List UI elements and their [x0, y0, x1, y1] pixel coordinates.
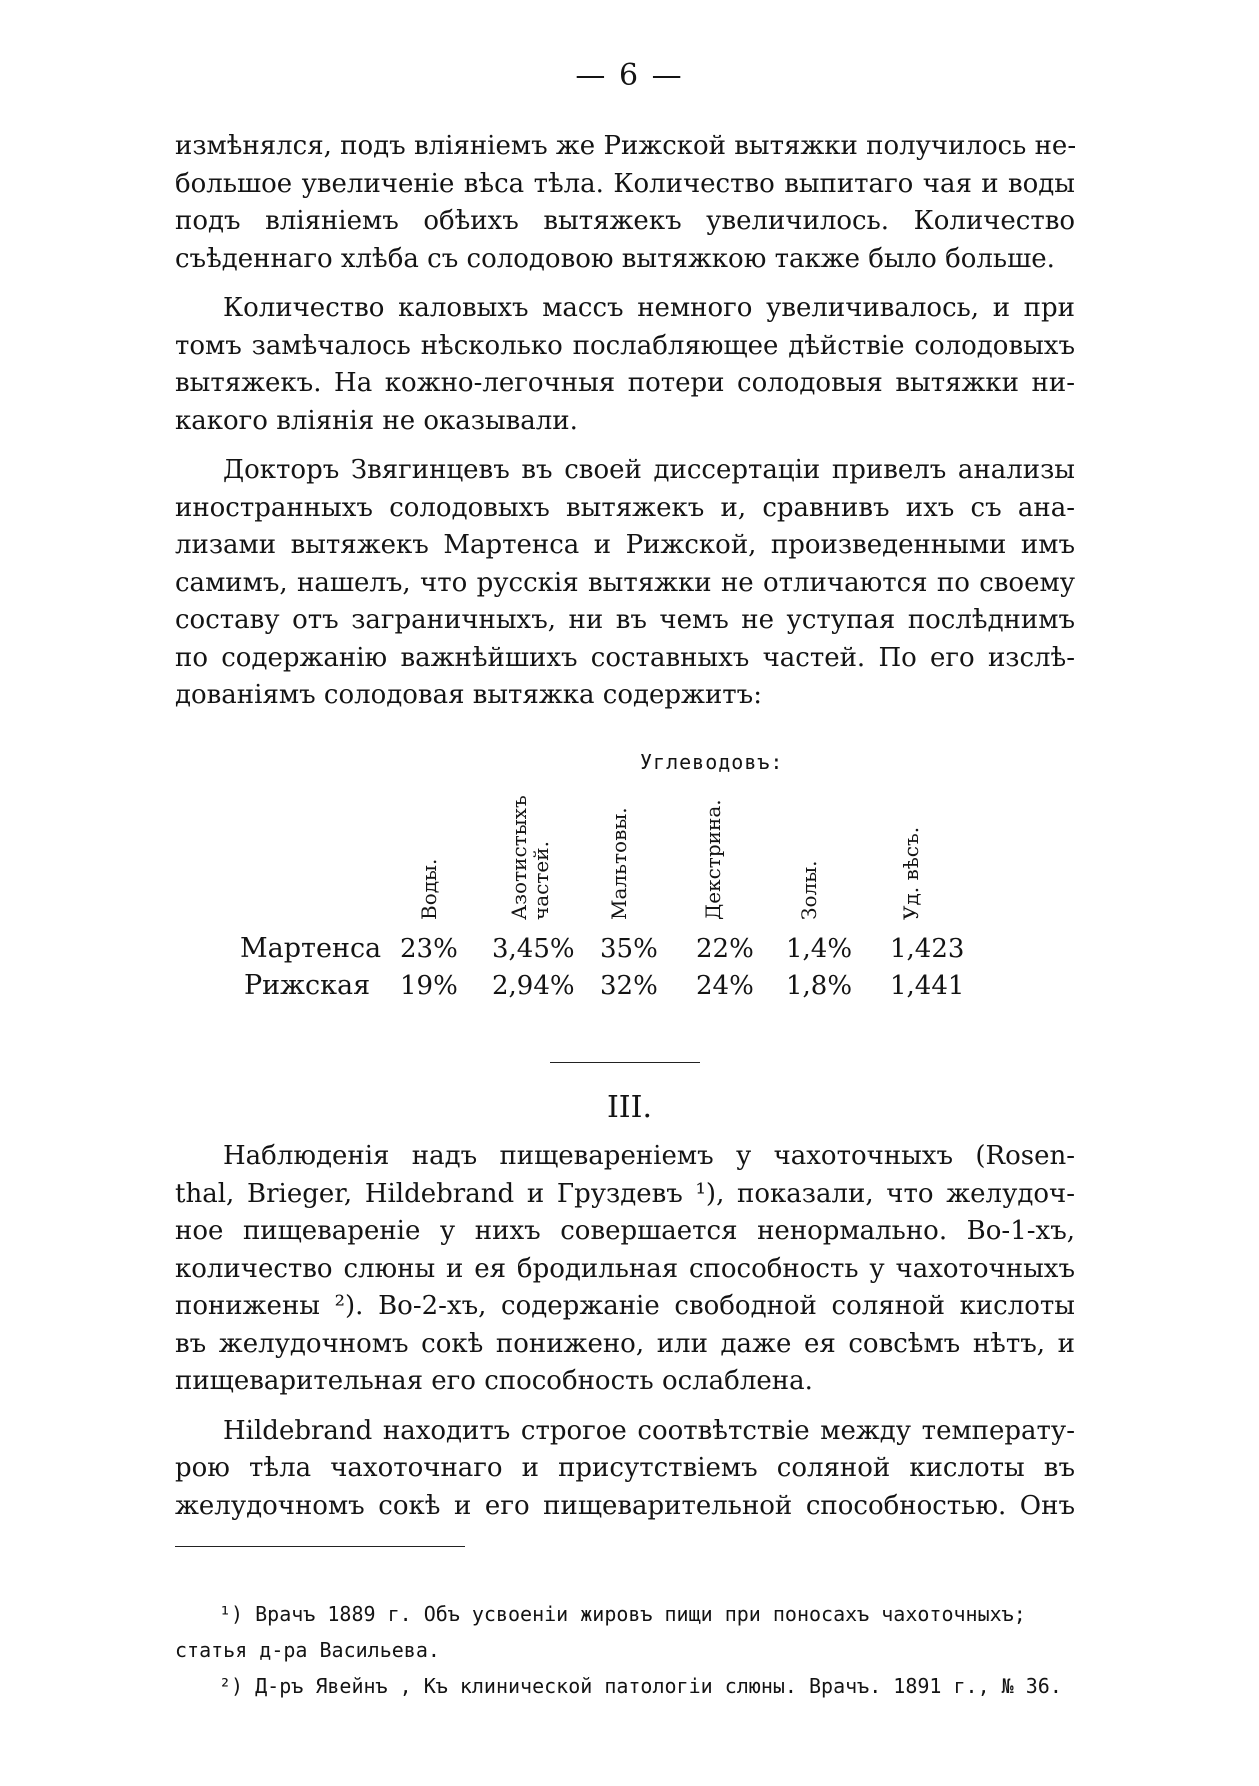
footnotes — [175, 1596, 1075, 1704]
footnote-rule — [175, 1546, 465, 1547]
text-line: самимъ, нашелъ, что русскія вытяжки не отличаются по своему — [175, 567, 1075, 598]
paragraph-2 — [175, 290, 1075, 440]
section-divider — [550, 1062, 700, 1063]
body-text-section — [175, 1138, 1075, 1525]
footnote-line: ²) Д-ръ Явейнъ , Къ клинической патологіи слюны. Врачъ. 1891 г., № 36. — [219, 1674, 1062, 1698]
text-line: вытяжекъ. На кожно-легочныя потери солодовыя вытяжки ни- — [175, 368, 1075, 398]
body-text-upper — [175, 128, 1075, 715]
column-header: Мальтовы. — [607, 807, 631, 920]
text-line: понижены ²). Во-2-хъ, содержаніе свободной соляной кислоты — [175, 1291, 1075, 1321]
text-line: подъ вліяніемъ обѣихъ вытяжекъ увеличилось. Количество — [175, 206, 1075, 236]
column-header: Декстрина. — [701, 799, 725, 920]
paragraph-5 — [175, 1413, 1075, 1526]
text-line: количество слюны и ея бродильная способность у чахоточныхъ — [175, 1253, 1075, 1284]
text-line: по содержанію важнѣйшихъ составныхъ частей. По его изслѣ- — [175, 642, 1075, 673]
row-label: Мартенса — [240, 933, 382, 964]
text-line: Количество каловыхъ массъ немного увеличивалось, и при — [223, 293, 1075, 323]
text-line: лизами вытяжекъ Мартенса и Рижской, произведенными имъ — [175, 530, 1075, 560]
table-cell: 3,45% — [492, 934, 575, 964]
text-line: Hildebrand находитъ строгое соотвѣтствіе между температу- — [223, 1415, 1075, 1446]
table-group-label: Углеводовъ: — [640, 750, 784, 774]
column-header: Золы. — [797, 860, 821, 920]
table-cell: 24% — [696, 971, 754, 1001]
text-line: рою тѣла чахоточнаго и присутствіемъ соляной кислоты въ — [175, 1453, 1075, 1483]
text-line: томъ замѣчалось нѣсколько послабляющее дѣйствіе солодовыхъ — [175, 330, 1075, 361]
table-cell: 1,423 — [890, 934, 965, 964]
table-cell: 1,8% — [786, 971, 853, 1001]
text-line: большое увеличеніе вѣса тѣла. Количество выпитаго чая и воды — [175, 168, 1075, 199]
table-cell: 1,4% — [786, 934, 853, 964]
text-line: Наблюденія надъ пищевареніемъ у чахоточныхъ (Rosen- — [223, 1141, 1075, 1171]
text-line: ное пищевареніе у нихъ совершается ненормально. Во-1-хъ, — [175, 1216, 1075, 1246]
text-line: въ желудочномъ сокѣ понижено, или даже ея совсѣмъ нѣтъ, и — [175, 1328, 1075, 1359]
text-line: thal, Brieger, Hildebrand и Груздевъ ¹), показали, что желудоч- — [175, 1178, 1075, 1209]
column-header: Азотистыхъ частей. — [507, 795, 553, 920]
section-title: III. — [606, 1090, 653, 1125]
table-cell: 32% — [600, 971, 658, 1001]
text-line: пищеварительная его способность ослаблена. — [175, 1366, 813, 1396]
text-line: иностранныхъ солодовыхъ вытяжекъ и, сравнивъ ихъ съ ана- — [175, 492, 1075, 523]
paragraph-1 — [175, 128, 1075, 278]
footnote-2 — [175, 1668, 1075, 1704]
text-line: желудочномъ сокѣ и его пищеварительной способностью. Онъ — [175, 1490, 1075, 1521]
table-cell: 2,94% — [492, 971, 575, 1001]
text-line: Докторъ Звягинцевъ въ своей диссертаціи привелъ анализы — [223, 455, 1075, 485]
text-line: измѣнялся, подъ вліяніемъ же Рижской вытяжки получилось не- — [175, 131, 1077, 161]
footnote-line: ¹) Врачъ 1889 г. Объ усвоеніи жировъ пищи при поносахъ чахоточныхъ; — [219, 1602, 1026, 1626]
column-header: Воды. — [417, 858, 441, 920]
footnote-1 — [175, 1596, 1075, 1668]
row-label: Рижская — [244, 970, 371, 1001]
table-cell: 19% — [400, 971, 458, 1001]
text-line: съѣденнаго хлѣба съ солодовою вытяжкою также было больше. — [175, 243, 1055, 274]
page-number: — 6 — — [575, 58, 684, 93]
table-cell: 1,441 — [890, 971, 965, 1001]
table-cell: 22% — [696, 934, 754, 964]
text-line: дованіямъ солодовая вытяжка содержитъ: — [175, 680, 762, 710]
analysis-table — [0, 750, 1259, 1040]
column-header: Уд. вѣсъ. — [899, 826, 923, 920]
table-cell: 35% — [600, 934, 658, 964]
table-cell: 23% — [400, 934, 458, 964]
text-line: какого вліянія не оказывали. — [175, 405, 578, 436]
paragraph-4 — [175, 1138, 1075, 1401]
footnote-line: статья д-ра Васильева. — [175, 1638, 440, 1662]
paragraph-3 — [175, 452, 1075, 715]
text-line: составу отъ заграничныхъ, ни въ чемъ не уступая послѣднимъ — [175, 605, 1075, 635]
